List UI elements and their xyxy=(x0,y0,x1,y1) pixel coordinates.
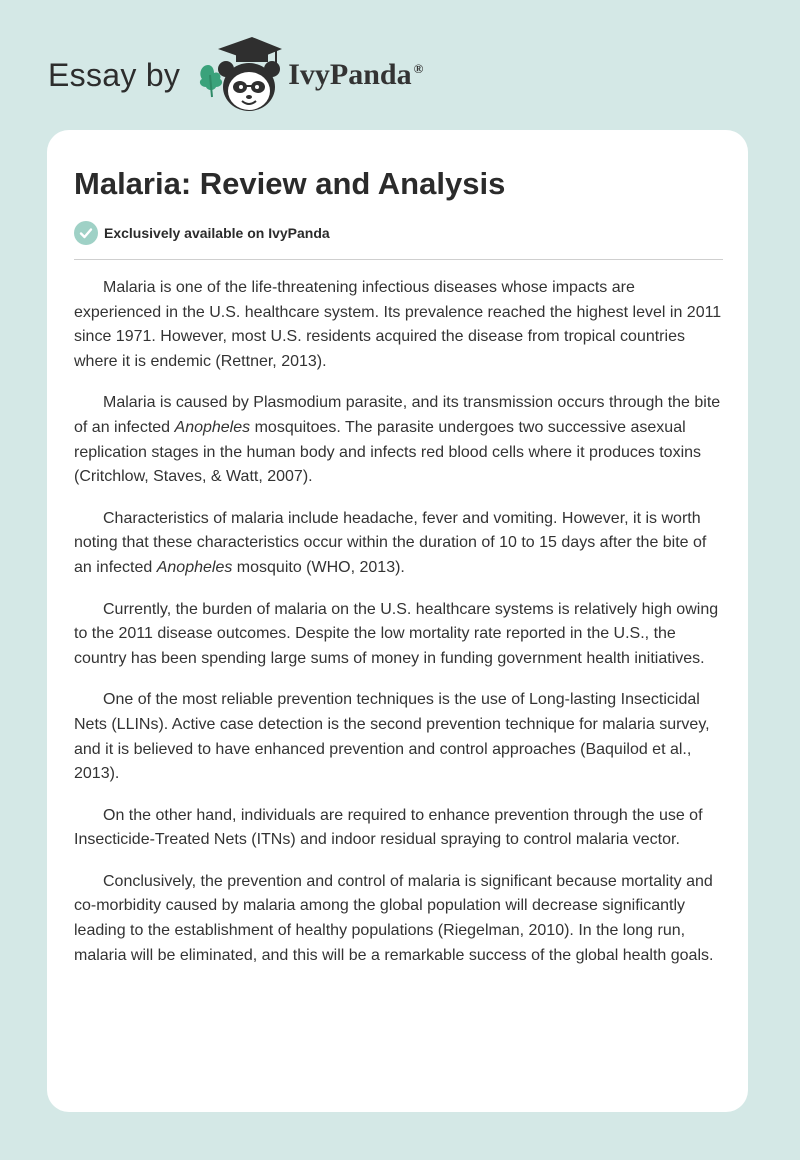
essay-body xyxy=(74,276,723,968)
exclusive-label: Exclusively available on IvyPanda xyxy=(104,225,330,241)
essay-card xyxy=(47,130,748,1112)
exclusive-badge xyxy=(74,220,721,246)
paragraph-5: One of the most reliable prevention techniques is the use of Long-lasting Insecticidal Nets (LLINs). Active case detection is the second prevention technique for malaria survey, and it is believed to have enhanced prevention and control approaches (Baquilod et al., 2013). xyxy=(74,691,710,783)
paragraph-1: Malaria is one of the life-threatening infectious diseases whose impacts are experienced in the U.S. healthcare system. Its prevalence reached the highest level in 2011 since 1971. However, most U.S. residents acquired the disease from tropical countries where it is endemic (Rettner, 2013). xyxy=(74,279,722,370)
essay-by-label: Essay by xyxy=(48,56,181,93)
registered-mark: ® xyxy=(413,61,424,76)
page-title: Malaria: Review and Analysis xyxy=(74,166,506,201)
paragraph-6: On the other hand, individuals are required to enhance prevention through the use of Insecticide-Treated Nets (ITNs) and indoor residual spraying to control malaria vector. xyxy=(74,806,703,849)
panda-graduate-icon xyxy=(196,35,284,115)
paragraph-7: Conclusively, the prevention and control of malaria is significant because mortality and co-morbidity caused by malaria among the global population will decrease significantly leading to the establishment of healthy populations (Riegelman, 2010). In the long run, malaria will be eliminated, and this will be a remarkable success of the global health goals. xyxy=(74,872,714,964)
site-header xyxy=(48,30,423,120)
paragraph-2: Malaria is caused by Plasmodium parasite, and its transmission occurs through the bite of an infected Anopheles mosquitoes. The parasite undergoes two successive asexual replication stages in the human body and infects red blood cells where it produces toxins (Critchlow, Staves, & Watt, 2007). xyxy=(74,394,721,486)
paragraph-4: Currently, the burden of malaria on the U.S. healthcare systems is relatively high owing to the 2011 disease outcomes. Despite the low mortality rate reported in the U.S., the country has been spending large sums of money in funding government health initiatives. xyxy=(74,600,719,667)
check-icon xyxy=(74,221,98,245)
paragraph-3: Characteristics of malaria include headache, fever and vomiting. However, it is worth noting that these characteristics occur within the duration of 10 to 15 days after the bite of an infected Anopheles mosquito (WHO, 2013). xyxy=(74,509,707,576)
brand-name[interactable]: IvyPanda ® xyxy=(288,58,424,91)
divider xyxy=(74,259,723,260)
